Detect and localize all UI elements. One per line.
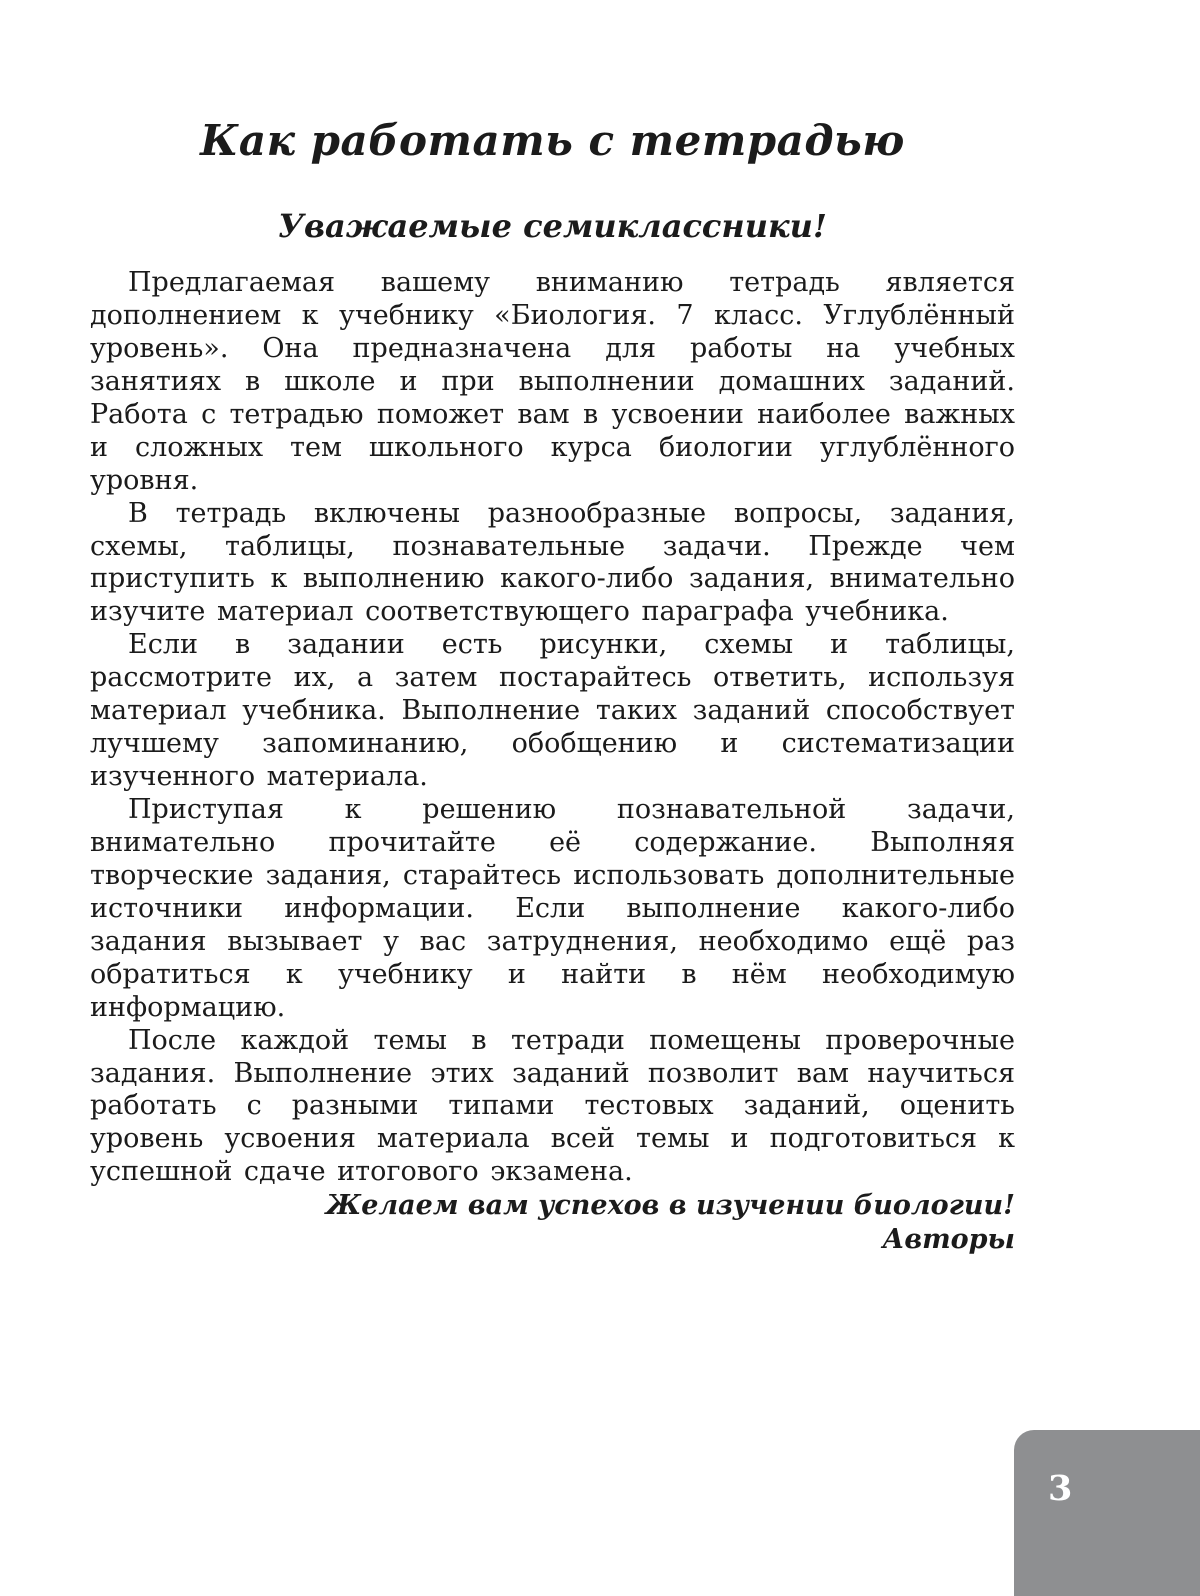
paragraph-4: Приступая к решению познавательной задачи, внимательно прочитайте её содержание. Выполняя творческие задания, старайтесь использовать дополнительные источники информации. Если выполнение какого-либо задания вызывает у вас затруднения, необходимо ещё раз обратиться к учебнику и найти в нём необходимую информацию.: [90, 794, 1015, 1023]
paragraph-5: После каждой темы в тетради помещены проверочные задания. Выполнение этих заданий позволит вам научиться работать с разными типами тестовых заданий, оценить уровень усвоения материала всей темы и подготовиться к успешной сдаче итогового экзамена.: [90, 1024, 1015, 1188]
closing-authors: Авторы: [882, 1224, 1015, 1255]
page-number: 3: [1048, 1468, 1073, 1509]
body-text: [90, 267, 1015, 1257]
paragraph-3: Если в задании есть рисунки, схемы и таблицы, рассмотрите их, а затем постарайтесь ответить, используя материал учебника. Выполнение таких заданий способствует лучшему запоминанию, обобщению и систематизации изученного материала.: [90, 629, 1015, 793]
book-page-content: [90, 0, 1015, 1257]
page-subtitle: Уважаемые семиклассники!: [278, 207, 827, 245]
paragraph-2: В тетрадь включены разнообразные вопросы, задания, схемы, таблицы, познавательные задачи. Прежде чем приступить к выполнению какого-либо задания, внимательно изучите материал соответствующего параграфа учебника.: [90, 497, 1015, 628]
closing-wish: Желаем вам успехов в изучении биологии!: [325, 1190, 1015, 1222]
page-number-tab: [1014, 1430, 1200, 1596]
page-title: Как работать с тетрадью: [200, 116, 905, 165]
paragraph-1: Предлагаемая вашему вниманию тетрадь является дополнением к учебнику «Биология. 7 класс. Углублённый уровень». Она предназначена для работы на учебных занятиях в школе и при выполнении домашних заданий. Работа с тетрадью поможет вам в усвоении наиболее важных и сложных тем школьного курса биологии углублённого уровня.: [90, 267, 1015, 496]
